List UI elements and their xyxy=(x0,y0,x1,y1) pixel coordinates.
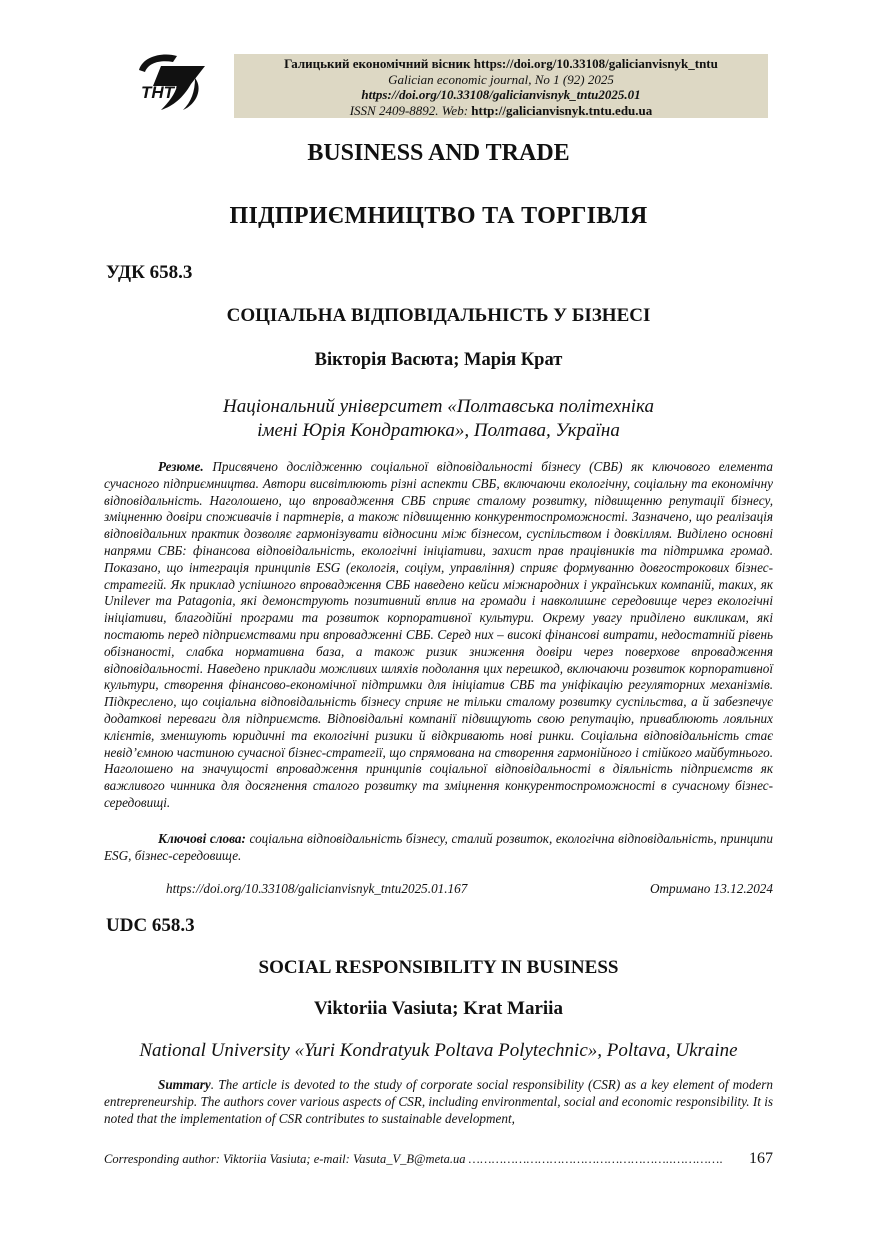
page-number: 167 xyxy=(749,1150,773,1167)
keywords-label: Ключові слова: xyxy=(158,831,246,846)
journal-issn-line xyxy=(234,103,768,119)
journal-doi-line: https://doi.org/10.33108/galicianvisnyk_tntu2025.01 xyxy=(361,87,641,102)
abstract-ukrainian xyxy=(104,459,773,812)
udc-code-english: UDC 658.3 xyxy=(106,915,195,936)
tntu-logo xyxy=(133,52,211,114)
page-footer xyxy=(104,1152,773,1167)
summary-english xyxy=(104,1077,773,1127)
corresponding-author: Corresponding author: Viktoriia Vasiuta; e-mail: Vasuta_V_B@meta.ua xyxy=(104,1152,466,1166)
summary-label: Summary xyxy=(158,1077,211,1092)
authors-english: Viktoriia Vasiuta; Krat Mariia xyxy=(314,998,563,1019)
journal-title-line: Галицький економічний вісник https://doi.org/10.33108/galicianvisnyk_tntu xyxy=(284,56,718,71)
keywords-ukrainian xyxy=(104,831,773,865)
article-doi-link[interactable]: https://doi.org/10.33108/galicianvisnyk_tntu2025.01.167 xyxy=(166,881,468,896)
authors-ukrainian: Вікторія Васюта; Марія Крат xyxy=(314,350,563,370)
summary-text: . The article is devoted to the study of corporate social responsibility (CSR) as a key element of modern entrepreneurship. The authors cover various aspects of CSR, including environmental, social and economic responsibility. It is noted that the implementation of CSR contributes to sustainable development, xyxy=(104,1077,773,1126)
journal-banner xyxy=(234,54,768,118)
section-title-english: BUSINESS AND TRADE xyxy=(307,140,570,166)
affiliation-english: National University «Yuri Kondratyuk Poltava Polytechnic», Poltava, Ukraine xyxy=(139,1040,738,1061)
abstract-text: Присвячено дослідженню соціальної відповідальності бізнесу (СВБ) як ключового елемента сучасного підприємництва. Автори висвітлюють різні аспекти СВБ, включаючи екологічну, соціальну та економічну відповідальність. Наголошено, що впровадження СВБ сприяє сталому розвитку, підвищенню репутації бізнесу, зміцненню довіри споживачів і партнерів, а також підвищенню конкурентоспроможності. Зазначено, що реалізація відповідальних практик дозволяє гармонізувати відносини між бізнесом, суспільством і довкіллям. Виділено основні напрями СВБ: фінансова відповідальність, екологічні ініціативи, захист прав працівників та підтримка громад. Показано, що інтеграція принципів ESG (екологія, соціум, управління) сприяє формуванню довгострокових бізнес-стратегій. Як приклад успішного впровадження СВБ наведено кейси міжнародних і українських компаній, таких, як Unilever та Patagonia, які демонструють позитивний вплив на громади і навколишнє середовище через екологічні ініціативи, благодійні програми та розвиток корпоративної культури. Окрему увагу приділено викликам, які постають перед підприємствами при впровадженні СВБ. Серед них – високі фінансові витрати, недостатній рівень обізнаності, слабка нормативна база, а також ризик зниження довіри через поверхове впровадження відповідальності. Наведено приклади можливих шляхів подолання цих перешкод, включаючи розвиток корпоративної культури, створення фінансово-економічної підтримки для ініціатив СВБ та уніфікацію регуляторних механізмів. Підкреслено, що соціальна відповідальність бізнесу сприяє не тільки сталому розвитку суспільства, а й забезпечує додаткові переваги для підприємств. Відповідальні компанії підвищують свою репутацію, приваблюють лояльних клієнтів, зменшують юридичні та екологічні ризики й відкривають нові ринки. Соціальна відповідальність стає невід’ємною частиною сучасної бізнес-стратегії, що спрямована на створення гармонійного і стійкого майбутнього. Наголошено на значущості впровадження принципів соціальної відповідальності в діяльність підприємств як важливого чинника для досягнення сталого розвитку та зміцнення конкурентоспроможності в сучасному бізнес-середовищі. xyxy=(104,459,773,810)
abstract-label: Резюме. xyxy=(158,459,204,474)
affiliation-line: Національний університет «Полтавська політехніка xyxy=(223,396,654,417)
udc-code-ukrainian: УДК 658.3 xyxy=(106,262,193,283)
keywords-text: соціальна відповідальність бізнесу, сталий розвиток, екологічна відповідальність, принципи ESG, бізнес-середовище. xyxy=(104,831,773,863)
journal-website-link[interactable]: http://galicianvisnyk.tntu.edu.ua xyxy=(471,102,653,118)
affiliation-line: імені Юрія Кондратюка», Полтава, Україна xyxy=(257,420,620,441)
journal-issue-line: Galician economic journal, No 1 (92) 2025 xyxy=(388,71,614,87)
article-title-ukrainian: СОЦІАЛЬНА ВІДПОВІДАЛЬНІСТЬ У БІЗНЕСІ xyxy=(226,305,651,326)
svg-text:ТНТУ: ТНТУ xyxy=(141,83,186,102)
footer-dot-leader: ……………………………………………..…………. xyxy=(468,1152,724,1166)
article-title-english: SOCIAL RESPONSIBILITY IN BUSINESS xyxy=(258,957,619,978)
affiliation-ukrainian xyxy=(0,395,877,443)
received-date: Отримано 13.12.2024 xyxy=(649,881,773,896)
section-title-ukrainian: ПІДПРИЄМНИЦТВО ТА ТОРГІВЛЯ xyxy=(229,203,648,229)
issn-text: ISSN 2409-8892. Web: xyxy=(349,102,472,118)
